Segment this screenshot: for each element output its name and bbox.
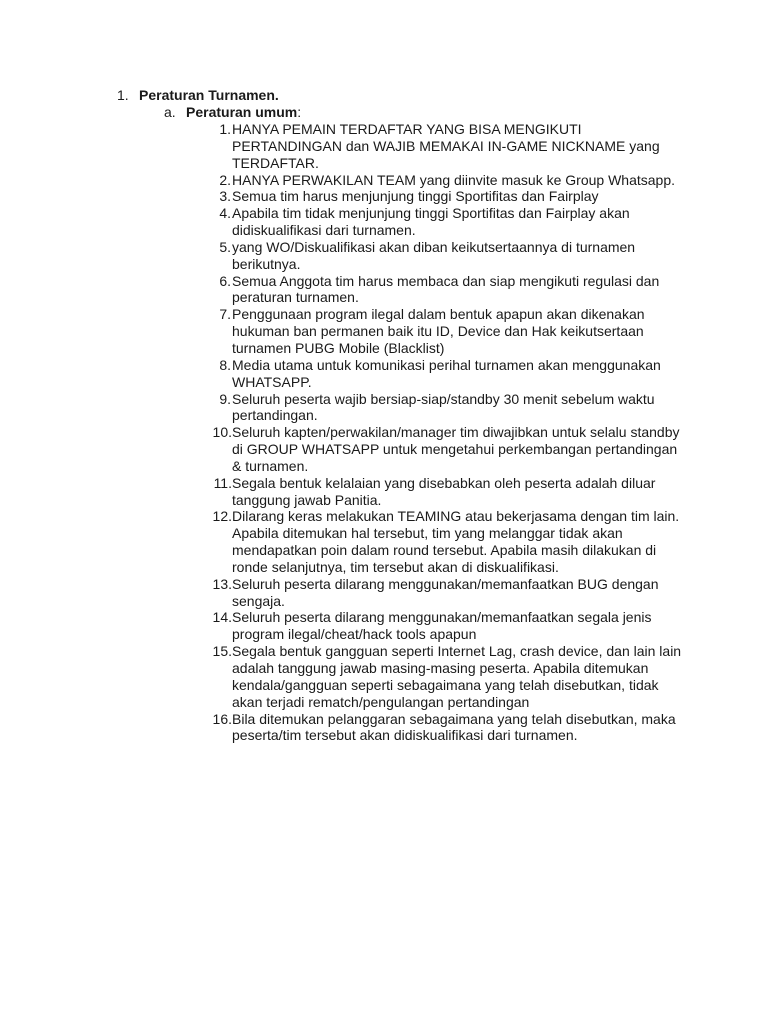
rule-item bbox=[196, 306, 686, 357]
rule-text: Dilarang keras melakukan TEAMING atau bekerjasama dengan tim lain. Apabila ditemukan hal tersebut, tim yang melanggar tidak akan mendapatkan poin dalam round tersebut. Apabila masih dilakukan di ronde selanjutnya, tim tersebut akan di diskualifikasi. bbox=[232, 508, 680, 575]
rule-item bbox=[196, 205, 686, 239]
rule-text: Bila ditemukan pelanggaran sebagaimana yang telah disebutkan, maka peserta/tim tersebut akan didiskualifikasi dari turnamen. bbox=[232, 710, 676, 744]
rule-item bbox=[196, 475, 686, 509]
rule-number: 12. bbox=[212, 508, 232, 525]
rules-list bbox=[196, 121, 686, 744]
rule-number: 2. bbox=[219, 171, 231, 188]
section-title: Peraturan Turnamen. bbox=[139, 87, 279, 103]
rule-number: 13. bbox=[212, 575, 232, 592]
rule-item bbox=[196, 424, 686, 475]
rule-text: Seluruh kapten/perwakilan/manager tim diwajibkan untuk selalu standby di GROUP WHATSAPP untuk mengetahui perkembangan pertandingan & turnamen. bbox=[232, 424, 680, 474]
rule-number: 15. bbox=[212, 643, 232, 660]
rule-item bbox=[196, 188, 686, 205]
rule-text: Segala bentuk kelalaian yang disebabkan oleh peserta adalah diluar tanggung jawab Panitia. bbox=[232, 474, 656, 508]
rule-item bbox=[196, 121, 686, 172]
subsection-letter: a. bbox=[164, 104, 176, 120]
rule-text: HANYA PEMAIN TERDAFTAR YANG BISA MENGIKUTI PERTANDINGAN dan WAJIB MEMAKAI IN-GAME NICKNAME yang TERDAFTAR. bbox=[232, 121, 660, 171]
rule-text: Seluruh peserta dilarang menggunakan/memanfaatkan BUG dengan sengaja. bbox=[232, 575, 659, 609]
rule-item bbox=[196, 508, 686, 575]
rule-item bbox=[196, 391, 686, 425]
rule-text: yang WO/Diskualifikasi akan diban keikutsertaannya di turnamen berikutnya. bbox=[232, 238, 636, 272]
rule-text: Seluruh peserta wajib bersiap-siap/standby 30 menit sebelum waktu pertandingan. bbox=[232, 390, 655, 424]
rule-number: 7. bbox=[219, 306, 231, 323]
rule-item bbox=[196, 711, 686, 745]
rule-item bbox=[196, 357, 686, 391]
rule-number: 6. bbox=[219, 272, 231, 289]
rule-number: 3. bbox=[219, 188, 231, 205]
rule-number: 9. bbox=[219, 390, 231, 407]
rule-text: Segala bentuk gangguan seperti Internet Lag, crash device, dan lain lain adalah tanggung jawab masing-masing peserta. Apabila ditemukan kendala/gangguan seperti sebagaimana yang telah disebutkan, tidak akan terjadi rematch/pengulangan pertandingan bbox=[232, 643, 682, 710]
rule-text: Seluruh peserta dilarang menggunakan/memanfaatkan segala jenis program ilegal/cheat/hack tools apapun bbox=[232, 609, 652, 643]
rule-text: Media utama untuk komunikasi perihal turnamen akan menggunakan WHATSAPP. bbox=[232, 356, 661, 390]
rule-item bbox=[196, 172, 686, 189]
rule-item bbox=[196, 239, 686, 273]
rule-text: Semua Anggota tim harus membaca dan siap mengikuti regulasi dan peraturan turnamen. bbox=[232, 272, 660, 306]
rule-item bbox=[196, 273, 686, 307]
rule-item bbox=[196, 643, 686, 710]
rule-number: 10. bbox=[212, 424, 232, 441]
subsection-colon: : bbox=[297, 104, 302, 120]
rule-number: 5. bbox=[219, 238, 231, 255]
subsection-title: Peraturan umum bbox=[186, 104, 298, 120]
rule-number: 11. bbox=[213, 474, 232, 491]
rule-text: Apabila tim tidak menjunjung tinggi Sportifitas dan Fairplay akan didiskualifikasi dari turnamen. bbox=[232, 205, 630, 239]
rule-item bbox=[196, 609, 686, 643]
rule-text: HANYA PERWAKILAN TEAM yang diinvite masuk ke Group Whatsapp. bbox=[232, 171, 675, 188]
rule-text: Penggunaan program ilegal dalam bentuk apapun akan dikenakan hukuman ban permanen baik itu ID, Device dan Hak keikutsertaan turnamen PUBG Mobile (Blacklist) bbox=[232, 306, 645, 356]
rule-number: 4. bbox=[219, 205, 231, 222]
section-number: 1. bbox=[117, 87, 129, 103]
rule-number: 8. bbox=[219, 356, 231, 373]
subsection-heading bbox=[164, 104, 301, 121]
rule-text: Semua tim harus menjunjung tinggi Sportifitas dan Fairplay bbox=[232, 188, 599, 205]
section-heading bbox=[117, 87, 279, 104]
rule-number: 16. bbox=[212, 710, 232, 727]
rule-item bbox=[196, 576, 686, 610]
rule-number: 1. bbox=[219, 121, 231, 137]
rule-number: 14. bbox=[212, 609, 232, 626]
